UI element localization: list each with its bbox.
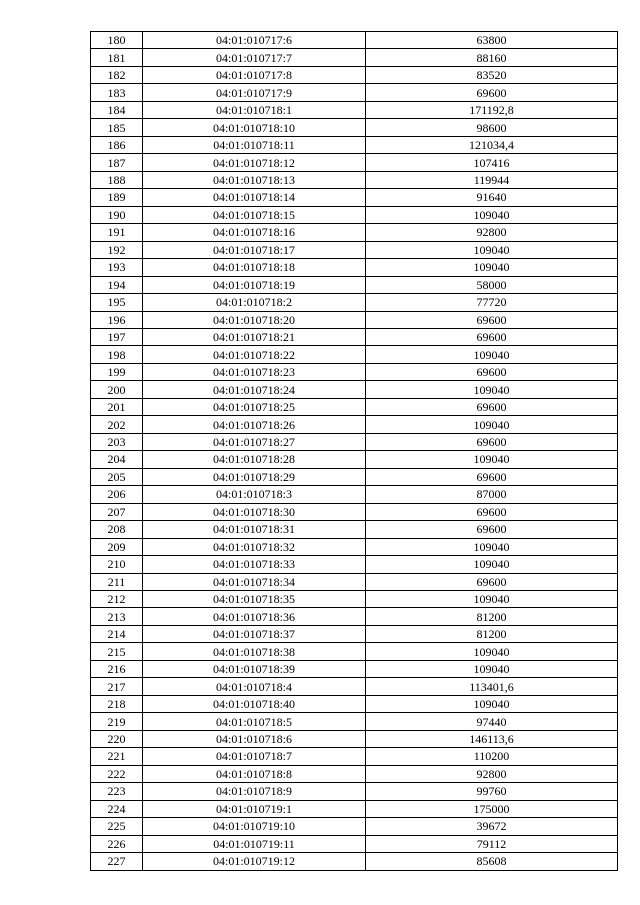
cadastral-number-cell: 04:01:010718:39: [143, 660, 366, 677]
table-row: [91, 328, 618, 345]
row-number-cell: 216: [91, 660, 143, 677]
cadastral-number-cell: 04:01:010718:34: [143, 573, 366, 590]
value-cell: 146113,6: [366, 730, 618, 747]
row-number-cell: 227: [91, 853, 143, 870]
row-number-cell: 188: [91, 171, 143, 188]
table-row: [91, 346, 618, 363]
value-cell: 98600: [366, 119, 618, 136]
value-cell: 88160: [366, 49, 618, 66]
table-row: [91, 259, 618, 276]
row-number-cell: 187: [91, 154, 143, 171]
table-row: [91, 503, 618, 520]
table-row: [91, 294, 618, 311]
table-row: [91, 521, 618, 538]
row-number-cell: 220: [91, 730, 143, 747]
cadastral-number-cell: 04:01:010718:37: [143, 625, 366, 642]
value-cell: 109040: [366, 660, 618, 677]
row-number-cell: 226: [91, 835, 143, 852]
row-number-cell: 212: [91, 591, 143, 608]
cadastral-number-cell: 04:01:010718:9: [143, 783, 366, 800]
row-number-cell: 186: [91, 136, 143, 153]
value-cell: 92800: [366, 224, 618, 241]
value-cell: 109040: [366, 416, 618, 433]
cadastral-number-cell: 04:01:010718:24: [143, 381, 366, 398]
cadastral-number-cell: 04:01:010718:22: [143, 346, 366, 363]
row-number-cell: 214: [91, 625, 143, 642]
cadastral-number-cell: 04:01:010718:23: [143, 363, 366, 380]
row-number-cell: 217: [91, 678, 143, 695]
table-row: [91, 730, 618, 747]
value-cell: 109040: [366, 346, 618, 363]
cadastral-number-cell: 04:01:010718:17: [143, 241, 366, 258]
row-number-cell: 193: [91, 259, 143, 276]
table-row: [91, 433, 618, 450]
row-number-cell: 223: [91, 783, 143, 800]
cadastral-number-cell: 04:01:010718:8: [143, 765, 366, 782]
row-number-cell: 208: [91, 521, 143, 538]
cadastral-number-cell: 04:01:010718:2: [143, 294, 366, 311]
table-row: [91, 591, 618, 608]
row-number-cell: 213: [91, 608, 143, 625]
row-number-cell: 201: [91, 398, 143, 415]
value-cell: 81200: [366, 625, 618, 642]
cadastral-number-cell: 04:01:010718:6: [143, 730, 366, 747]
value-cell: 110200: [366, 748, 618, 765]
table-row: [91, 241, 618, 258]
row-number-cell: 184: [91, 101, 143, 118]
value-cell: 109040: [366, 643, 618, 660]
cadastral-number-cell: 04:01:010718:5: [143, 713, 366, 730]
row-number-cell: 195: [91, 294, 143, 311]
cadastral-number-cell: 04:01:010718:19: [143, 276, 366, 293]
value-cell: 109040: [366, 451, 618, 468]
table-body: [91, 32, 618, 871]
row-number-cell: 183: [91, 84, 143, 101]
cadastral-number-cell: 04:01:010718:32: [143, 538, 366, 555]
row-number-cell: 198: [91, 346, 143, 363]
value-cell: 107416: [366, 154, 618, 171]
row-number-cell: 189: [91, 189, 143, 206]
cadastral-number-cell: 04:01:010718:18: [143, 259, 366, 276]
value-cell: 85608: [366, 853, 618, 870]
cadastral-number-cell: 04:01:010718:29: [143, 468, 366, 485]
cadastral-number-cell: 04:01:010718:4: [143, 678, 366, 695]
cadastral-number-cell: 04:01:010718:38: [143, 643, 366, 660]
row-number-cell: 203: [91, 433, 143, 450]
row-number-cell: 202: [91, 416, 143, 433]
value-cell: 69600: [366, 328, 618, 345]
cadastral-number-cell: 04:01:010718:20: [143, 311, 366, 328]
row-number-cell: 211: [91, 573, 143, 590]
value-cell: 58000: [366, 276, 618, 293]
value-cell: 69600: [366, 311, 618, 328]
value-cell: 97440: [366, 713, 618, 730]
cadastral-number-cell: 04:01:010718:15: [143, 206, 366, 223]
cadastral-number-cell: 04:01:010718:35: [143, 591, 366, 608]
cadastral-number-cell: 04:01:010718:10: [143, 119, 366, 136]
table-row: [91, 66, 618, 83]
value-cell: 109040: [366, 695, 618, 712]
row-number-cell: 194: [91, 276, 143, 293]
value-cell: 83520: [366, 66, 618, 83]
cadastral-number-cell: 04:01:010719:1: [143, 800, 366, 817]
row-number-cell: 191: [91, 224, 143, 241]
table-row: [91, 84, 618, 101]
cadastral-number-cell: 04:01:010718:11: [143, 136, 366, 153]
table-row: [91, 800, 618, 817]
row-number-cell: 210: [91, 556, 143, 573]
cadastral-number-cell: 04:01:010718:30: [143, 503, 366, 520]
value-cell: 69600: [366, 433, 618, 450]
table-row: [91, 678, 618, 695]
cadastral-number-cell: 04:01:010718:1: [143, 101, 366, 118]
cadastral-number-cell: 04:01:010719:11: [143, 835, 366, 852]
table-row: [91, 154, 618, 171]
table-row: [91, 276, 618, 293]
cadastral-number-cell: 04:01:010718:16: [143, 224, 366, 241]
value-cell: 99760: [366, 783, 618, 800]
cadastral-number-cell: 04:01:010718:31: [143, 521, 366, 538]
table-row: [91, 381, 618, 398]
table-row: [91, 171, 618, 188]
table-row: [91, 556, 618, 573]
row-number-cell: 205: [91, 468, 143, 485]
table-row: [91, 538, 618, 555]
table-row: [91, 608, 618, 625]
table-row: [91, 224, 618, 241]
table-row: [91, 32, 618, 49]
row-number-cell: 209: [91, 538, 143, 555]
value-cell: 87000: [366, 486, 618, 503]
value-cell: 175000: [366, 800, 618, 817]
value-cell: 113401,6: [366, 678, 618, 695]
value-cell: 91640: [366, 189, 618, 206]
table-row: [91, 573, 618, 590]
value-cell: 171192,8: [366, 101, 618, 118]
row-number-cell: 204: [91, 451, 143, 468]
row-number-cell: 192: [91, 241, 143, 258]
value-cell: 121034,4: [366, 136, 618, 153]
row-number-cell: 181: [91, 49, 143, 66]
table-row: [91, 451, 618, 468]
cadastral-number-cell: 04:01:010718:3: [143, 486, 366, 503]
table-row: [91, 713, 618, 730]
row-number-cell: 206: [91, 486, 143, 503]
row-number-cell: 190: [91, 206, 143, 223]
value-cell: 69600: [366, 468, 618, 485]
value-cell: 109040: [366, 538, 618, 555]
cadastral-number-cell: 04:01:010719:12: [143, 853, 366, 870]
table-row: [91, 136, 618, 153]
value-cell: 69600: [366, 573, 618, 590]
cadastral-number-cell: 04:01:010717:8: [143, 66, 366, 83]
table-row: [91, 49, 618, 66]
value-cell: 109040: [366, 556, 618, 573]
cadastral-number-cell: 04:01:010718:25: [143, 398, 366, 415]
value-cell: 69600: [366, 363, 618, 380]
value-cell: 69600: [366, 84, 618, 101]
value-cell: 119944: [366, 171, 618, 188]
table-row: [91, 835, 618, 852]
row-number-cell: 225: [91, 818, 143, 835]
table-row: [91, 643, 618, 660]
cadastral-number-cell: 04:01:010718:26: [143, 416, 366, 433]
value-cell: 81200: [366, 608, 618, 625]
table-row: [91, 695, 618, 712]
row-number-cell: 222: [91, 765, 143, 782]
row-number-cell: 221: [91, 748, 143, 765]
value-cell: 109040: [366, 259, 618, 276]
value-cell: 69600: [366, 521, 618, 538]
row-number-cell: 207: [91, 503, 143, 520]
row-number-cell: 200: [91, 381, 143, 398]
table-row: [91, 101, 618, 118]
cadastral-number-cell: 04:01:010718:28: [143, 451, 366, 468]
row-number-cell: 180: [91, 32, 143, 49]
cadastral-number-cell: 04:01:010718:27: [143, 433, 366, 450]
table-row: [91, 206, 618, 223]
value-cell: 109040: [366, 206, 618, 223]
row-number-cell: 199: [91, 363, 143, 380]
cadastral-number-cell: 04:01:010717:6: [143, 32, 366, 49]
value-cell: 92800: [366, 765, 618, 782]
cadastral-number-cell: 04:01:010718:12: [143, 154, 366, 171]
table-row: [91, 853, 618, 870]
table-row: [91, 311, 618, 328]
table-row: [91, 398, 618, 415]
table-row: [91, 119, 618, 136]
cadastral-number-cell: 04:01:010717:7: [143, 49, 366, 66]
value-cell: 39672: [366, 818, 618, 835]
row-number-cell: 218: [91, 695, 143, 712]
row-number-cell: 196: [91, 311, 143, 328]
cadastral-number-cell: 04:01:010718:13: [143, 171, 366, 188]
value-cell: 79112: [366, 835, 618, 852]
cadastral-number-cell: 04:01:010717:9: [143, 84, 366, 101]
value-cell: 69600: [366, 503, 618, 520]
value-cell: 63800: [366, 32, 618, 49]
row-number-cell: 182: [91, 66, 143, 83]
cadastral-number-cell: 04:01:010718:7: [143, 748, 366, 765]
cadastral-number-cell: 04:01:010719:10: [143, 818, 366, 835]
table-row: [91, 363, 618, 380]
table-row: [91, 486, 618, 503]
data-table: [90, 31, 618, 871]
table-row: [91, 189, 618, 206]
table-row: [91, 783, 618, 800]
cadastral-number-cell: 04:01:010718:33: [143, 556, 366, 573]
value-cell: 109040: [366, 241, 618, 258]
table-row: [91, 818, 618, 835]
table-row: [91, 748, 618, 765]
cadastral-number-cell: 04:01:010718:14: [143, 189, 366, 206]
table-row: [91, 468, 618, 485]
table-row: [91, 660, 618, 677]
row-number-cell: 219: [91, 713, 143, 730]
row-number-cell: 215: [91, 643, 143, 660]
table-row: [91, 625, 618, 642]
table-row: [91, 765, 618, 782]
value-cell: 77720: [366, 294, 618, 311]
table-row: [91, 416, 618, 433]
cadastral-number-cell: 04:01:010718:40: [143, 695, 366, 712]
row-number-cell: 224: [91, 800, 143, 817]
row-number-cell: 197: [91, 328, 143, 345]
row-number-cell: 185: [91, 119, 143, 136]
value-cell: 69600: [366, 398, 618, 415]
cadastral-number-cell: 04:01:010718:36: [143, 608, 366, 625]
cadastral-number-cell: 04:01:010718:21: [143, 328, 366, 345]
value-cell: 109040: [366, 591, 618, 608]
value-cell: 109040: [366, 381, 618, 398]
